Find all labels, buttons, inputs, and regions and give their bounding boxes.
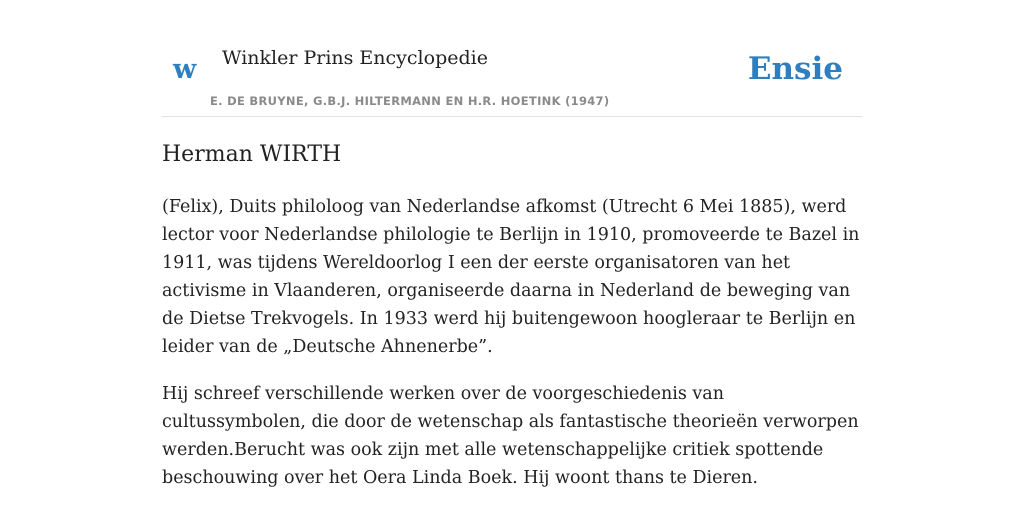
page	[162, 0, 862, 488]
entry-paragraph-2: Hij schreef verschillende werken over de voorgeschiedenis van cultussymbolen, die door de wetenschap als fantastische theorieën verworpen werden.Berucht was ook zijn met alle wetenschappelijke critiek spottende beschouwing over het Oera Linda Boek. Hij woont thans te Dieren.	[162, 384, 859, 488]
entry-paragraph-1: (Felix), Duits philoloog van Nederlandse afkomst (Utrecht 6 Mei 1885), werd lector voor Nederlandse philologie te Berlijn in 1910, promoveerde te Bazel in 1911, was tijdens Wereldoorlog I een der eerste organisatoren van het activisme in Vlaanderen, organiseerde daarna in Nederland de beweging van de Dietse Trekvogels. In 1933 werd hij buitengewoon hoogleraar te Berlijn en leider van de „Deutsche Ahnenerbe”.	[162, 197, 860, 357]
encyclopedia-logo[interactable]: w	[173, 54, 197, 85]
ensie-logo-link[interactable]: Ensie	[747, 51, 843, 87]
entry-title: Herman WIRTH	[162, 142, 342, 167]
header	[162, 0, 862, 117]
encyclopedia-authors: E. DE BRUYNE, G.B.J. HILTERMANN EN H.R. HOETINK (1947)	[210, 94, 610, 108]
encyclopedia-title-link[interactable]: Winkler Prins Encyclopedie	[222, 47, 488, 69]
